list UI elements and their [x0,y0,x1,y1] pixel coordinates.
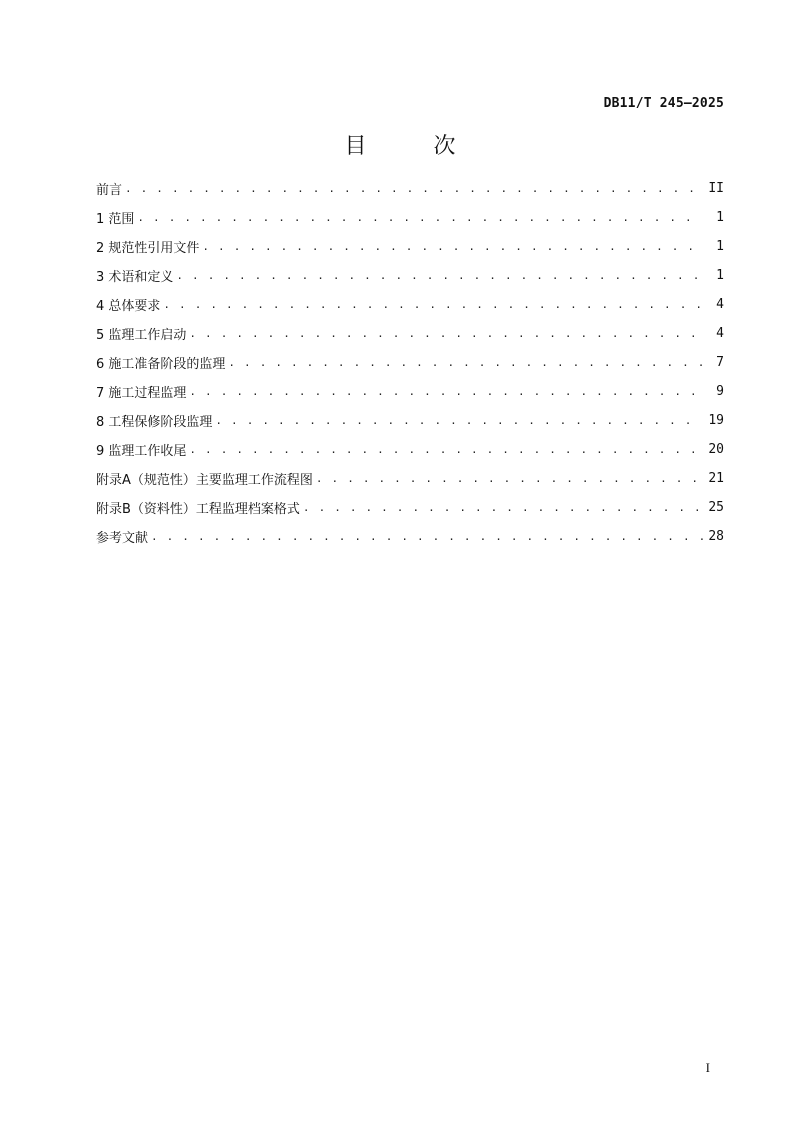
toc-entry-label: 8 工程保修阶段监理 [96,415,213,430]
toc-entry-page: 4 [716,326,724,341]
toc-entry-page: 25 [708,500,724,515]
toc-leader-dots [303,501,703,514]
toc-leader-dots [125,182,703,195]
toc-leader-dots [228,356,703,369]
toc-entry-preface[interactable] [96,174,724,203]
toc-entry-4[interactable] [96,290,724,319]
toc-leader-dots [189,385,703,398]
table-of-contents [96,174,724,551]
page-title: 目 次 [344,134,486,159]
toc-entry-page: 9 [716,384,724,399]
document-code: DB11/T 245—2025 [603,96,724,111]
toc-leader-dots [202,240,703,253]
toc-leader-dots [189,443,703,456]
toc-entry-page: 1 [716,268,724,283]
toc-entry-page: 1 [716,239,724,254]
toc-entry-9[interactable] [96,435,724,464]
toc-leader-dots [215,414,703,427]
toc-entry-page: 20 [708,442,724,457]
toc-entry-label: 5 监理工作启动 [96,328,187,343]
toc-entry-3[interactable] [96,261,724,290]
toc-entry-page: 7 [716,355,724,370]
page-number: I [705,1060,710,1075]
toc-entry-label: 4 总体要求 [96,299,161,314]
toc-leader-dots [189,327,703,340]
toc-entry-5[interactable] [96,319,724,348]
toc-entry-page: 19 [708,413,724,428]
toc-entry-8[interactable] [96,406,724,435]
toc-entry-label: 7 施工过程监理 [96,386,187,401]
toc-leader-dots [316,472,703,485]
toc-entry-appendix-b[interactable] [96,493,724,522]
toc-entry-label: 2 规范性引用文件 [96,241,200,256]
toc-entry-label: 3 术语和定义 [96,270,174,285]
toc-entry-references[interactable] [96,522,724,551]
toc-entry-label: 附录B（资料性）工程监理档案格式 [96,502,300,517]
toc-leader-dots [176,269,703,282]
toc-entry-1[interactable] [96,203,724,232]
toc-entry-page: 21 [708,471,724,486]
toc-entry-label: 1 范围 [96,212,135,227]
toc-entry-7[interactable] [96,377,724,406]
toc-leader-dots [163,298,703,311]
toc-entry-page: 1 [716,210,724,225]
toc-entry-page: II [708,181,724,196]
toc-leader-dots [151,530,703,543]
toc-entry-2[interactable] [96,232,724,261]
toc-entry-label: 前言 [96,183,123,198]
toc-entry-page: 4 [716,297,724,312]
toc-entry-appendix-a[interactable] [96,464,724,493]
toc-entry-label: 9 监理工作收尾 [96,444,187,459]
toc-entry-label: 6 施工准备阶段的监理 [96,357,226,372]
toc-entry-label: 参考文献 [96,531,149,546]
toc-leader-dots [137,211,703,224]
toc-entry-label: 附录A（规范性）主要监理工作流程图 [96,473,313,488]
toc-entry-6[interactable] [96,348,724,377]
toc-entry-page: 28 [708,529,724,544]
